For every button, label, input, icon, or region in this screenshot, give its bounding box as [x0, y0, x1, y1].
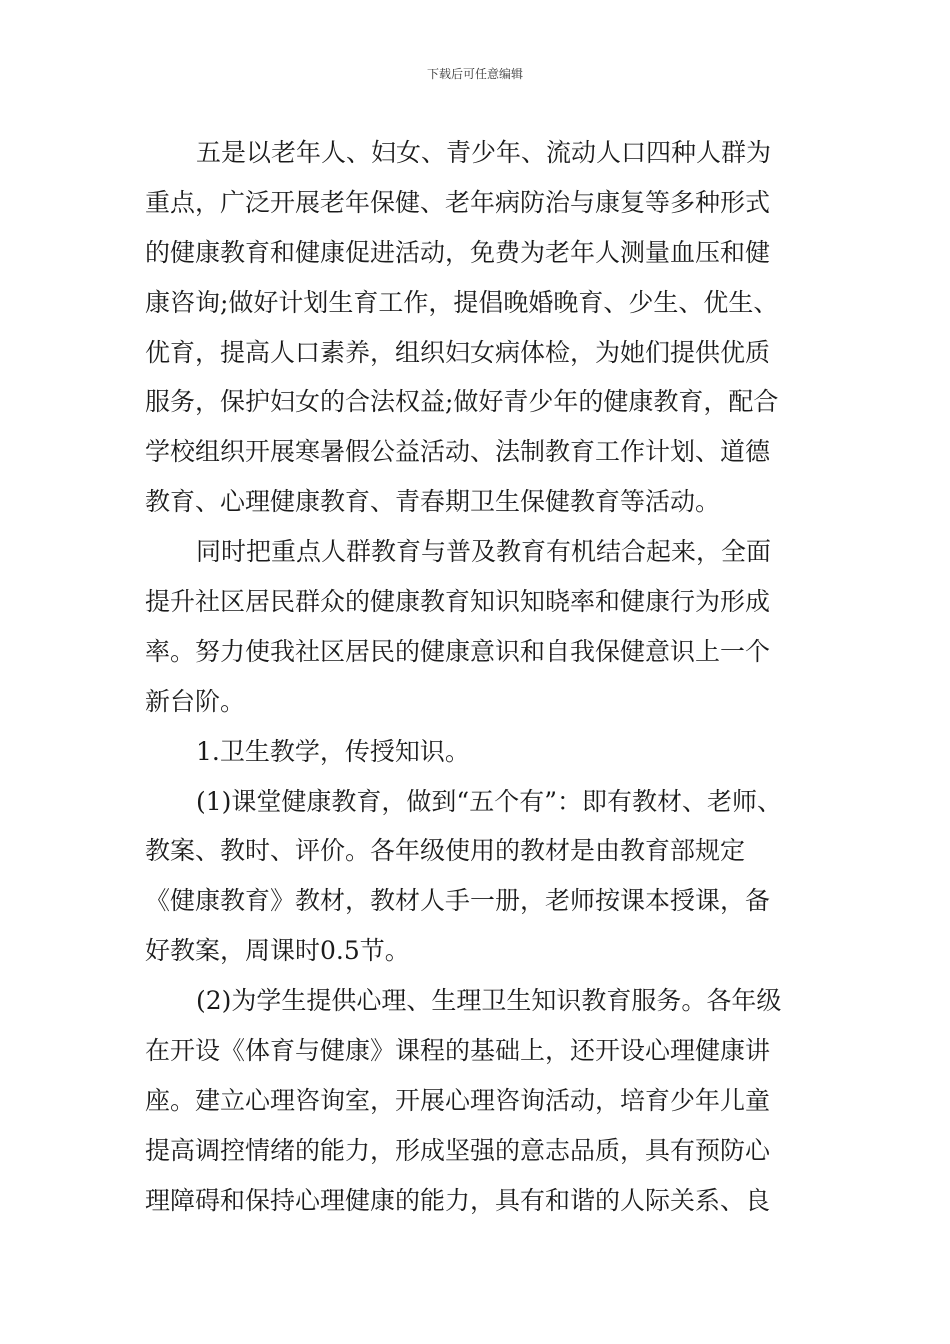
- text-line: 康咨询;做好计划生育工作，提倡晚婚晚育、少生、优生、: [145, 287, 779, 317]
- text-line: (1)课堂健康教育，做到“五个有”：即有教材、老师、: [196, 786, 782, 816]
- text-line: 优育，提高人口素养，组织妇女病体检，为她们提供优质: [145, 337, 771, 367]
- text-line: 《健康教育》教材，教材人手一册，老师按课本授课，备: [145, 886, 771, 916]
- text-line: 五是以老年人、妇女、青少年、流动人口四种人群为: [196, 138, 772, 167]
- text-line: 教案、教时、评价。各年级使用的教材是由教育部规定: [145, 836, 746, 866]
- text-line: 理障碍和保持心理健康的能力，具有和谐的人际关系、良: [145, 1185, 771, 1215]
- text-line: 同时把重点人群教育与普及教育有机结合起来，全面: [196, 537, 772, 567]
- text-line: 好教案，周课时0.5节。: [145, 936, 410, 966]
- text-line: 提升社区居民群众的健康教育知识知晓率和健康行为形成: [145, 587, 771, 617]
- document-body: [145, 128, 815, 1226]
- text-line: 的健康教育和健康促进活动，免费为老年人测量血压和健: [145, 237, 771, 267]
- text-line: 教育、心理健康教育、青春期卫生保健教育等活动。: [145, 487, 721, 517]
- page-header-note: 下载后可任意编辑: [426, 67, 523, 81]
- text-line: 新台阶。: [145, 686, 246, 716]
- text-line: 重点，广泛开展老年保健、老年病防治与康复等多种形式: [145, 187, 771, 217]
- text-line: 提高调控情绪的能力，形成坚强的意志品质，具有预防心: [145, 1135, 771, 1165]
- text-line: 服务，保护妇女的合法权益;做好青少年的健康教育，配合: [145, 387, 779, 417]
- text-line: (2)为学生提供心理、生理卫生知识教育服务。各年级: [196, 986, 782, 1016]
- text-line: 座。建立心理咨询室，开展心理咨询活动，培育少年儿童: [145, 1085, 771, 1115]
- text-line: 在开设《体育与健康》课程的基础上，还开设心理健康讲: [145, 1036, 771, 1066]
- text-line: 率。努力使我社区居民的健康意识和自我保健意识上一个: [145, 636, 771, 666]
- text-line: 1.卫生教学，传授知识。: [196, 736, 470, 766]
- text-line: 学校组织开展寒暑假公益活动、法制教育工作计划、道德: [145, 437, 771, 467]
